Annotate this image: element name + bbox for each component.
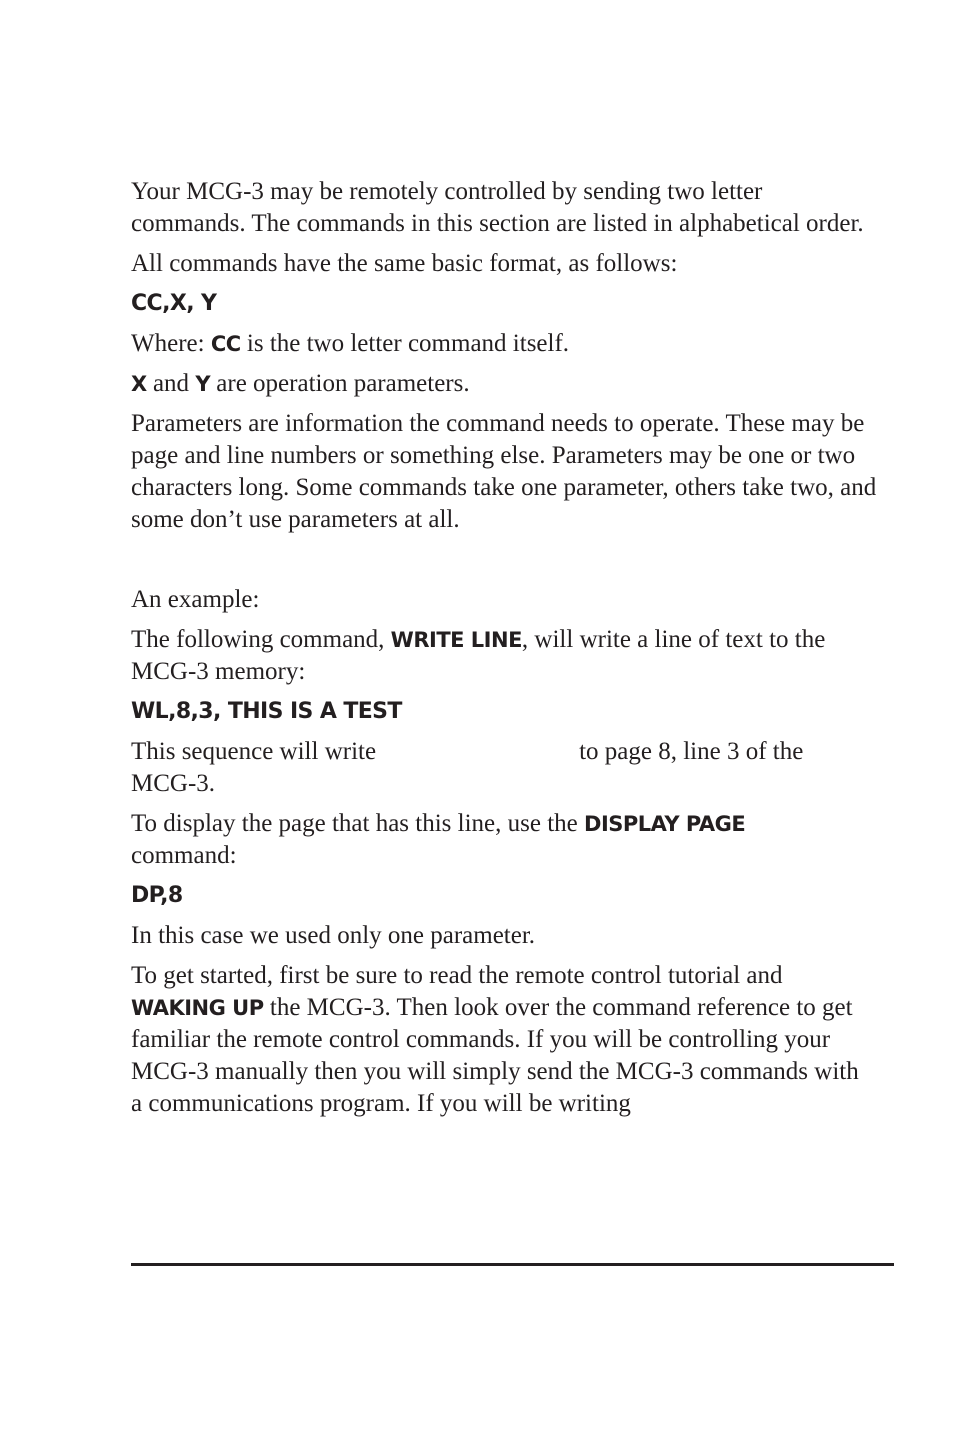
write-line-command: WL,8,3, THIS IS A TEST [131,699,402,724]
params-description: Parameters are information the command needs to operate. These may be page and line numbers or something else. Parameters may be one or two characters long. Some commands take one parameter, others take two, and some don’t use parameters at all. [131,410,877,533]
y-keyword: Y [195,372,211,396]
footer-rule [131,1263,894,1266]
manual-page [131,176,901,1120]
and-text: and [146,370,196,397]
params-line [131,368,901,400]
params-suffix: are operation parameters. [210,370,470,397]
sequence-suffix: to page 8, line 3 of the [579,738,804,765]
sequence-line2: MCG-3. [131,770,216,797]
where-line [131,328,901,360]
cc-keyword: CC [210,332,241,356]
write-line-keyword: WRITE LINE [390,628,522,652]
format-intro: All commands have the same basic format, as follows: [131,250,678,277]
following-suffix: , will write a line of text to the [521,626,826,653]
write-line-intro [131,624,901,688]
following-line2: MCG-3 memory: [131,658,306,685]
intro-paragraph: Your MCG-3 may be remotely controlled by sending two letter commands. The commands in this section are listed in alphabetical order. [131,178,864,237]
display-line2: command: [131,842,237,869]
display-page-intro [131,808,901,872]
sequence-prefix: This sequence will write [131,738,377,765]
display-page-keyword: DISPLAY PAGE [584,812,746,836]
waking-up-keyword: WAKING UP [131,996,264,1020]
where-prefix: Where: [131,330,211,357]
following-prefix: The following command, [131,626,391,653]
command-format: CC,X, Y [131,291,217,316]
display-prefix: To display the page that has this line, use the [131,810,585,837]
x-keyword: X [131,372,147,396]
started-rest: the MCG-3. Then look over the command reference to get familiar the remote control commands. If you will be controlling your MCG-3 manually then you will simply send the MCG-3 commands with a communications program. If you will be writing [131,994,859,1117]
one-parameter-note: In this case we used only one parameter. [131,922,536,949]
display-page-command: DP,8 [131,883,183,908]
where-suffix: is the two letter command itself. [240,330,570,357]
started-line1: To get started, first be sure to read the remote control tutorial and [131,962,783,989]
example-heading: An example: [131,586,260,613]
getting-started-paragraph [131,960,871,1120]
sequence-line [131,736,901,800]
